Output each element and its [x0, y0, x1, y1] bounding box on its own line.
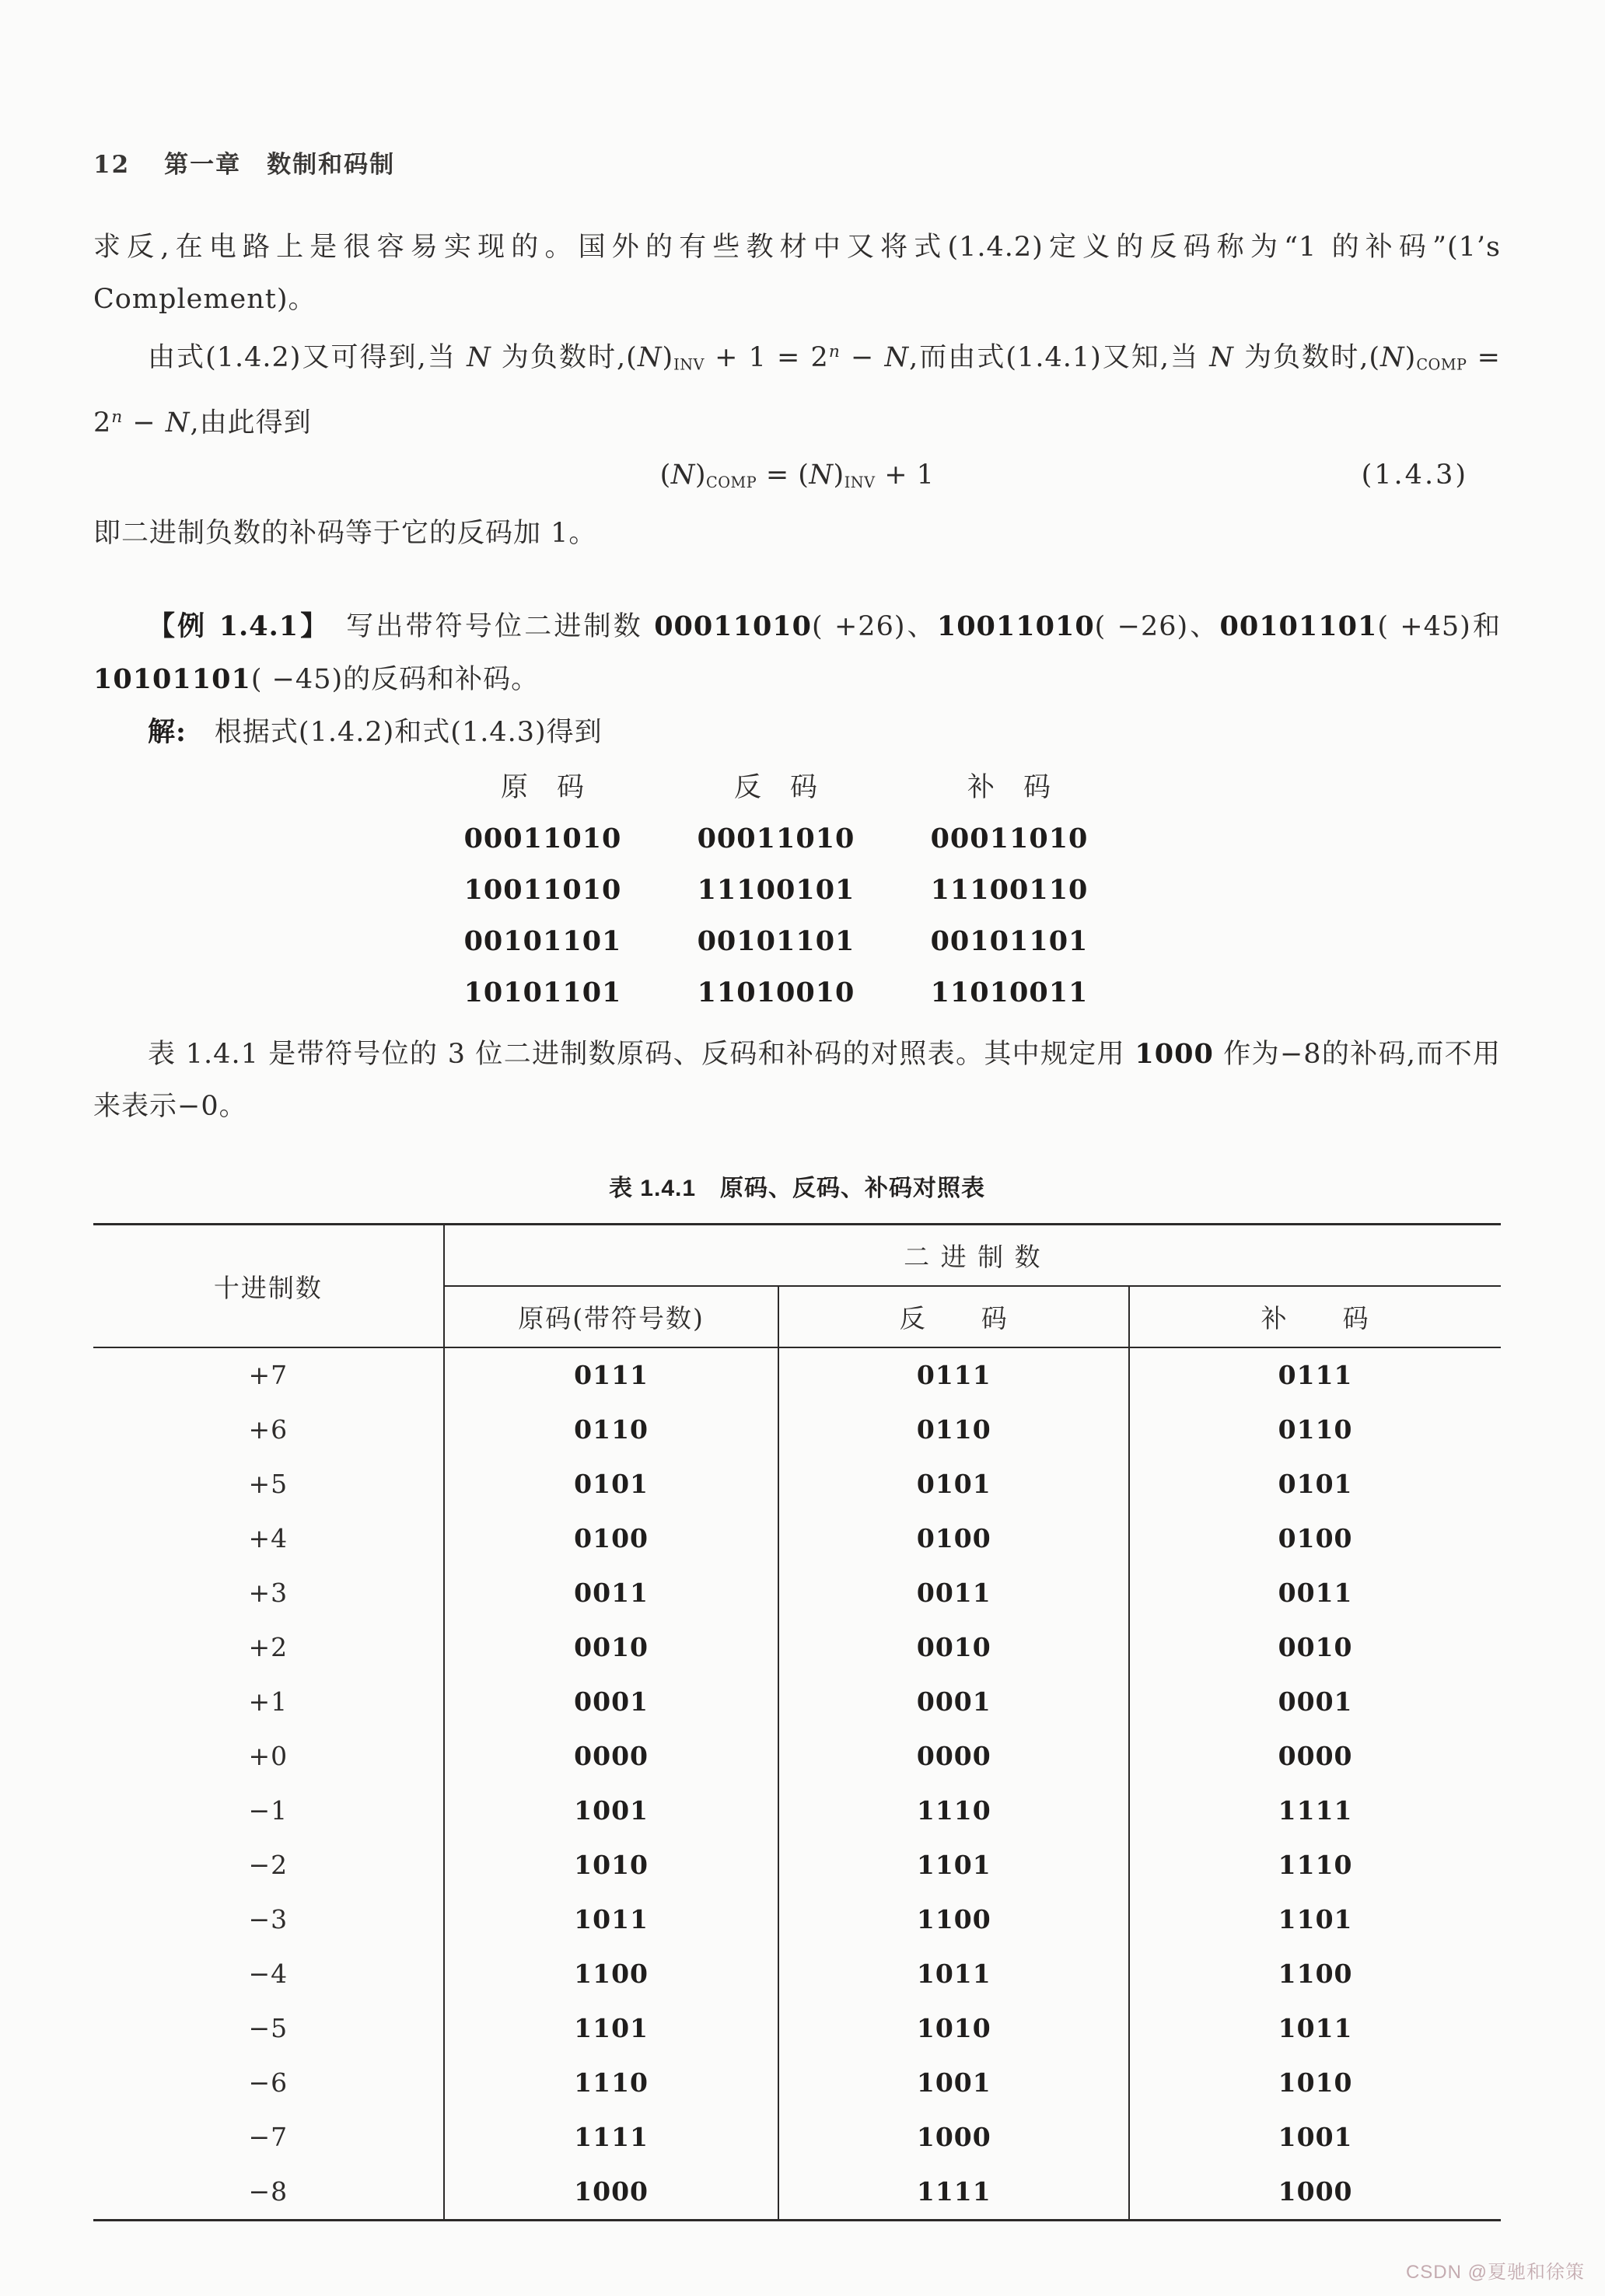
- inverse-code-value: 1110: [778, 1784, 1129, 1838]
- original-code-value: 0101: [444, 1457, 779, 1511]
- complement-code-value: 0011: [1278, 1578, 1353, 1609]
- complement-code-value: 1000: [1278, 2176, 1353, 2207]
- decimal-value: −2: [93, 1838, 444, 1892]
- decimal-value: +6: [93, 1403, 444, 1457]
- complement-code-value: 1011: [1278, 2013, 1353, 2044]
- running-header: [93, 145, 1501, 180]
- table-header: [93, 1225, 1501, 1348]
- decimal-value: +0: [93, 1729, 444, 1784]
- inverse-code-value: 1010: [778, 2001, 1129, 2056]
- original-code-value: 1010: [444, 1838, 779, 1892]
- code-header-original: 原 码: [500, 772, 585, 804]
- complement-code-value: 0100: [1278, 1523, 1353, 1554]
- original-code-value: 1101: [444, 2001, 779, 2056]
- code-complement-value: 00101101: [930, 925, 1089, 958]
- complement-code-value: 0000: [1278, 1741, 1353, 1772]
- original-code-value: 0000: [444, 1729, 779, 1784]
- complement-code-value: 0110: [1278, 1414, 1353, 1445]
- table-row: [93, 1675, 1501, 1729]
- inverse-code-value: 0110: [778, 1403, 1129, 1457]
- original-code-value: 0100: [444, 1511, 779, 1566]
- table-row: [93, 2056, 1501, 2110]
- table-row: [93, 1838, 1501, 1892]
- page-number: 12: [93, 151, 131, 179]
- table-row: [93, 1784, 1501, 1838]
- original-code-value: 1000: [444, 2165, 779, 2221]
- code-complement-value: 00011010: [930, 823, 1089, 855]
- code-table-body: [426, 813, 1501, 1019]
- inverse-code-value: 0011: [778, 1566, 1129, 1620]
- code-inverse-value: 00101101: [697, 925, 855, 958]
- original-code-value: 1001: [444, 1784, 779, 1838]
- complement-code-value: 1010: [1278, 2067, 1353, 2099]
- complement-code-value: 1101: [1278, 1904, 1353, 1935]
- original-code-value: 1110: [444, 2056, 779, 2110]
- code-original-value: 00101101: [463, 925, 622, 958]
- table-row: [93, 1347, 1501, 1403]
- code-table-row: [426, 916, 1501, 967]
- decimal-value: +1: [93, 1675, 444, 1729]
- complement-code-value: 1111: [1278, 1795, 1353, 1826]
- decimal-value: −7: [93, 2110, 444, 2165]
- complement-code-value: 1100: [1278, 1959, 1353, 1990]
- paragraph-inversion-note: 求反,在电路上是很容易实现的。国外的有些教材中又将式(1.4.2)定义的反码称为“1 的补码”(1’s Complement)。: [93, 232, 1501, 315]
- code-original-value: 10011010: [463, 874, 622, 907]
- column-header-inverse: 反 码: [778, 1286, 1129, 1347]
- decimal-value: −6: [93, 2056, 444, 2110]
- decimal-value: −3: [93, 1892, 444, 1947]
- original-code-value: 1011: [444, 1892, 779, 1947]
- original-code-value: 0011: [444, 1566, 779, 1620]
- paragraph-derivation: 由式(1.4.2)又可得到,当 N 为负数时$,(N)_{INV} + 1 = 2^n - N$,而由式(1.4.1)又知,当 N 为负数时$,(N)_{COMP} = 2^n - N$,由此得到: [93, 341, 1502, 439]
- paragraph-solution: 解: 根据式(1.4.2)和式(1.4.3)得到: [148, 716, 603, 749]
- inverse-code-value: 0000: [778, 1729, 1129, 1784]
- table-row: [93, 1511, 1501, 1566]
- original-code-value: 0010: [444, 1620, 779, 1675]
- example-code-table: [426, 762, 1501, 1019]
- column-header-binary-group: 二 进 制 数: [444, 1225, 1501, 1287]
- csdn-watermark: CSDN @夏驰和徐策: [1405, 2262, 1585, 2283]
- code-inverse-value: 11100101: [697, 874, 855, 907]
- table-header-row-1: [93, 1225, 1501, 1287]
- inverse-code-value: 0101: [778, 1457, 1129, 1511]
- inverse-code-value: 0111: [778, 1347, 1129, 1403]
- complement-code-value: 0010: [1278, 1632, 1353, 1663]
- column-header-original: 原码(带符号数): [444, 1286, 779, 1347]
- code-inverse-value: 00011010: [697, 823, 855, 855]
- decimal-value: +4: [93, 1511, 444, 1566]
- table-row: [93, 1620, 1501, 1675]
- inverse-code-value: 0010: [778, 1620, 1129, 1675]
- column-header-complement: 补 码: [1129, 1286, 1501, 1347]
- code-table-row: [426, 865, 1501, 916]
- paragraph-table-intro: 表 1.4.1 是带符号位的 3 位二进制数原码、反码和补码的对照表。其中规定用 1000 作为−8的补码,而不用来表示−0。: [93, 1038, 1501, 1123]
- equation-1-4-3: [93, 449, 1501, 508]
- decimal-value: +5: [93, 1457, 444, 1511]
- code-header-inverse: 反 码: [733, 772, 818, 804]
- table-row: [93, 1729, 1501, 1784]
- complement-code-value: 0111: [1278, 1360, 1353, 1391]
- decimal-value: +7: [93, 1347, 444, 1403]
- code-original-value: 00011010: [463, 823, 622, 855]
- original-code-value: 0110: [444, 1403, 779, 1457]
- decimal-value: −1: [93, 1784, 444, 1838]
- code-header-complement: 补 码: [967, 772, 1051, 804]
- code-table-row: [426, 967, 1501, 1019]
- table-row: [93, 1892, 1501, 1947]
- code-original-value: 10101101: [463, 977, 622, 1009]
- table-row: [93, 2165, 1501, 2221]
- original-code-value: 0111: [444, 1347, 779, 1403]
- inverse-code-value: 1101: [778, 1838, 1129, 1892]
- code-table-row: [426, 813, 1501, 865]
- table-body: [93, 1347, 1501, 2221]
- inverse-code-value: 1011: [778, 1947, 1129, 2001]
- inverse-code-value: 1001: [778, 2056, 1129, 2110]
- complement-code-value: 0101: [1278, 1469, 1353, 1500]
- decimal-value: +3: [93, 1566, 444, 1620]
- inverse-code-value: 0001: [778, 1675, 1129, 1729]
- original-code-value: 1100: [444, 1947, 779, 2001]
- original-code-value: 1111: [444, 2110, 779, 2165]
- inverse-code-value: 1111: [778, 2165, 1129, 2221]
- table-row: [93, 2110, 1501, 2165]
- table-row: [93, 1566, 1501, 1620]
- table-row: [93, 1947, 1501, 2001]
- decimal-value: −5: [93, 2001, 444, 2056]
- decimal-value: −4: [93, 1947, 444, 2001]
- decimal-value: +2: [93, 1620, 444, 1675]
- column-header-decimal: 十进制数: [93, 1225, 444, 1348]
- decimal-value: −8: [93, 2165, 444, 2221]
- table-row: [93, 1457, 1501, 1511]
- code-complement-value: 11010011: [930, 977, 1089, 1009]
- code-table-header: [426, 762, 1501, 813]
- inverse-code-value: 0100: [778, 1511, 1129, 1566]
- inverse-code-value: 1000: [778, 2110, 1129, 2165]
- code-complement-value: 11100110: [930, 874, 1089, 907]
- table-caption: 表 1.4.1 原码、反码、补码对照表: [608, 1176, 986, 1202]
- paragraph-conclusion: 即二进制负数的补码等于它的反码加 1。: [93, 518, 597, 550]
- table-row: [93, 1403, 1501, 1457]
- original-code-value: 0001: [444, 1675, 779, 1729]
- code-inverse-value: 11010010: [697, 977, 855, 1009]
- chapter-title: 第一章 数制和码制: [164, 151, 396, 179]
- equation-body: $(N)_{COMP} = (N)_{INV} + 1$: [659, 459, 935, 491]
- table-row: [93, 2001, 1501, 2056]
- paragraph-example-1-4-1: 【例 1.4.1】 写出带符号位二进制数 00011010( +26)、10011010( −26)、00101101( +45)和 10101101( −45)的反码和补码。: [93, 610, 1501, 696]
- equation-number: (1.4.3): [1361, 459, 1468, 491]
- complement-code-value: 1001: [1278, 2122, 1353, 2153]
- complement-code-value: 1110: [1278, 1850, 1353, 1881]
- table-1-4-1: [93, 1223, 1501, 2221]
- complement-code-value: 0001: [1278, 1686, 1353, 1718]
- inverse-code-value: 1100: [778, 1892, 1129, 1947]
